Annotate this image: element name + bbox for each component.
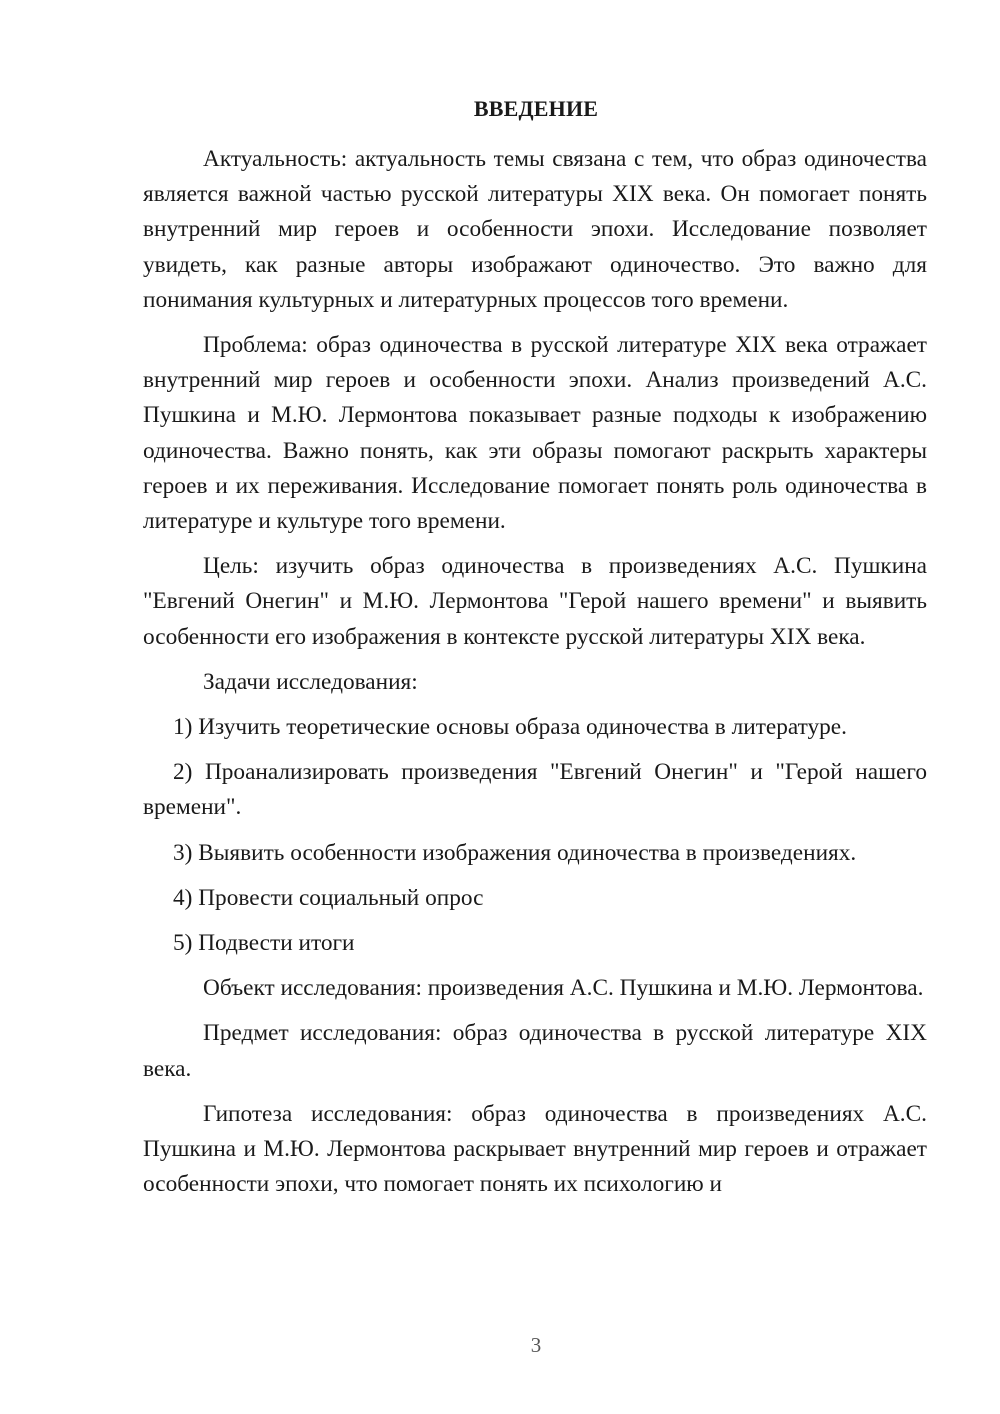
list-item: 2) Проанализировать произведения "Евгений Онегин" и "Герой нашего времени".	[143, 759, 927, 821]
list-item: 1) Изучить теоретические основы образа одиночества в литературе.	[173, 714, 847, 741]
list-item: 5) Подвести итоги	[173, 930, 355, 957]
paragraph-tasks-heading: Задачи исследования:	[203, 668, 418, 695]
list-item: 4) Провести социальный опрос	[173, 884, 484, 911]
paragraph-problem: Проблема: образ одиночества в русской литературе XIX века отражает внутренний мир героев и особенности эпохи. Анализ произведений А.С. Пушкина и М.Ю. Лермонтова показывает разные подходы к изображению одиночества. Важно понять, как эти образы помогают раскрыть характеры героев и их переживания. Исследование помогает понять роль одиночества в литературе и культуре того времени.	[143, 332, 927, 535]
paragraph-relevance: Актуальность: актуальность темы связана с тем, что образ одиночества является важной частью русской литературы XIX века. Он помогает понять внутренний мир героев и особенности эпохи. Исследование позволяет увидеть, как разные авторы изображают одиночество. Это важно для понимания культурных и литературных процессов того времени.	[143, 146, 927, 313]
list-item: 3) Выявить особенности изображения одиночества в произведениях.	[173, 839, 857, 866]
paragraph-goal: Цель: изучить образ одиночества в произведениях А.С. Пушкина "Евгений Онегин" и М.Ю. Лермонтова "Герой нашего времени" и выявить особенности его изображения в контексте русской литературы XIX века.	[143, 553, 927, 650]
paragraph-hypothesis: Гипотеза исследования: образ одиночества в произведениях А.С. Пушкина и М.Ю. Лермонтова раскрывает внутренний мир героев и отражает особенности эпохи, что помогает понять их психологию и	[143, 1100, 927, 1198]
section-title: ВВЕДЕНИЕ	[473, 96, 599, 121]
paragraph-subject: Предмет исследования: образ одиночества в русской литературе XIX века.	[143, 1020, 927, 1082]
paragraph-object: Объект исследования: произведения А.С. Пушкина и М.Ю. Лермонтова.	[203, 975, 924, 1002]
body-text	[143, 142, 927, 1212]
page-number: 3	[530, 1333, 542, 1357]
